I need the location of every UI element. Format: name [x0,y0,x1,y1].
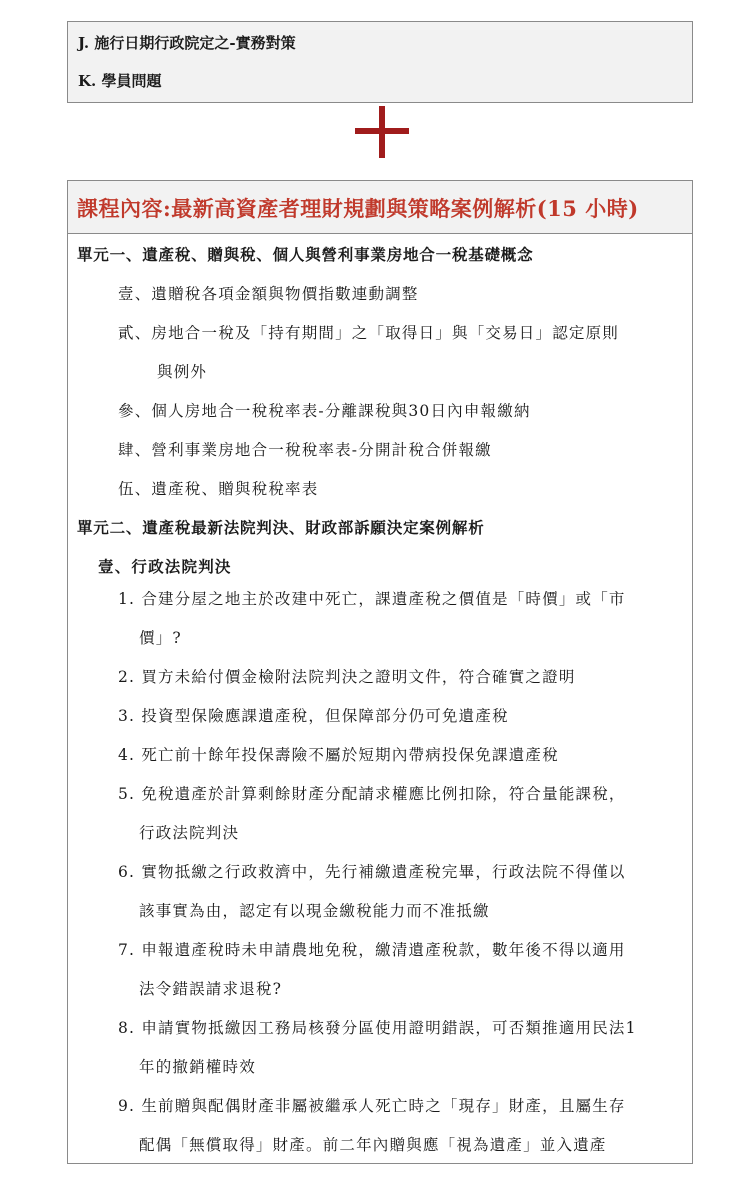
case-item: 9. 生前贈與配偶財產非屬被繼承人死亡時之「現存」財產，且屬生存 [118,1097,626,1115]
unit1-item-continued: 與例外 [157,363,208,381]
unit2-title: 單元二、遺產稅最新法院判決、財政部訴願決定案例解析 [77,518,485,537]
case-item: 5. 免稅遺產於計算剩餘財產分配請求權應比例扣除，符合量能課稅， [118,785,626,803]
course-content-box [67,180,693,1164]
previous-outline-box [67,21,693,103]
case-item-continued: 配偶「無償取得」財產。前二年內贈與應「視為遺產」並入遺產 [139,1136,607,1154]
case-item-continued: 價」? [139,629,182,647]
case-item: 1. 合建分屋之地主於改建中死亡，課遺產稅之價值是「時價」或「市 [118,590,626,608]
case-item-continued: 該事實為由，認定有以現金繳稅能力而不准抵繳 [139,902,490,920]
case-item-continued: 年的撤銷權時效 [139,1058,256,1076]
case-item-continued: 行政法院判決 [139,824,240,842]
course-header [68,181,692,234]
unit1-item: 壹、遺贈稅各項金額與物價指數連動調整 [118,285,419,303]
case-item-continued: 法令錯誤請求退稅? [139,980,283,998]
unit2-section-title: 壹、行政法院判決 [98,557,232,576]
case-item: 2. 買方未給付價金檢附法院判決之證明文件，符合確實之證明 [118,668,576,686]
unit1-item: 伍、遺產稅、贈與稅稅率表 [118,480,319,498]
outline-item-k: K. 學員問題 [78,72,162,90]
course-title: 課程內容:最新高資產者理財規劃與策略案例解析(15 小時) [77,196,639,221]
plus-icon [355,106,409,158]
case-item: 7. 申報遺產稅時未申請農地免稅，繳清遺產稅款，數年後不得以適用 [118,941,626,959]
case-item: 8. 申請實物抵繳因工務局核發分區使用證明錯誤，可否類推適用民法1 [118,1019,637,1037]
unit1-item: 貳、房地合一稅及「持有期間」之「取得日」與「交易日」認定原則 [118,324,620,342]
outline-item-j: J. 施行日期行政院定之-實務對策 [78,34,296,52]
case-item: 6. 實物抵繳之行政救濟中，先行補繳遺產稅完畢，行政法院不得僅以 [118,863,626,881]
case-item: 3. 投資型保險應課遺產稅，但保障部分仍可免遺產稅 [118,707,509,725]
case-item: 4. 死亡前十餘年投保壽險不屬於短期內帶病投保免課遺產稅 [118,746,559,764]
unit1-item: 肆、營利事業房地合一稅稅率表-分開計稅合併報繳 [118,441,492,459]
unit1-item: 參、個人房地合一稅稅率表-分離課稅與30日內申報繳納 [118,402,531,420]
unit1-title: 單元一、遺產稅、贈與稅、個人與營利事業房地合一稅基礎概念 [77,245,534,264]
